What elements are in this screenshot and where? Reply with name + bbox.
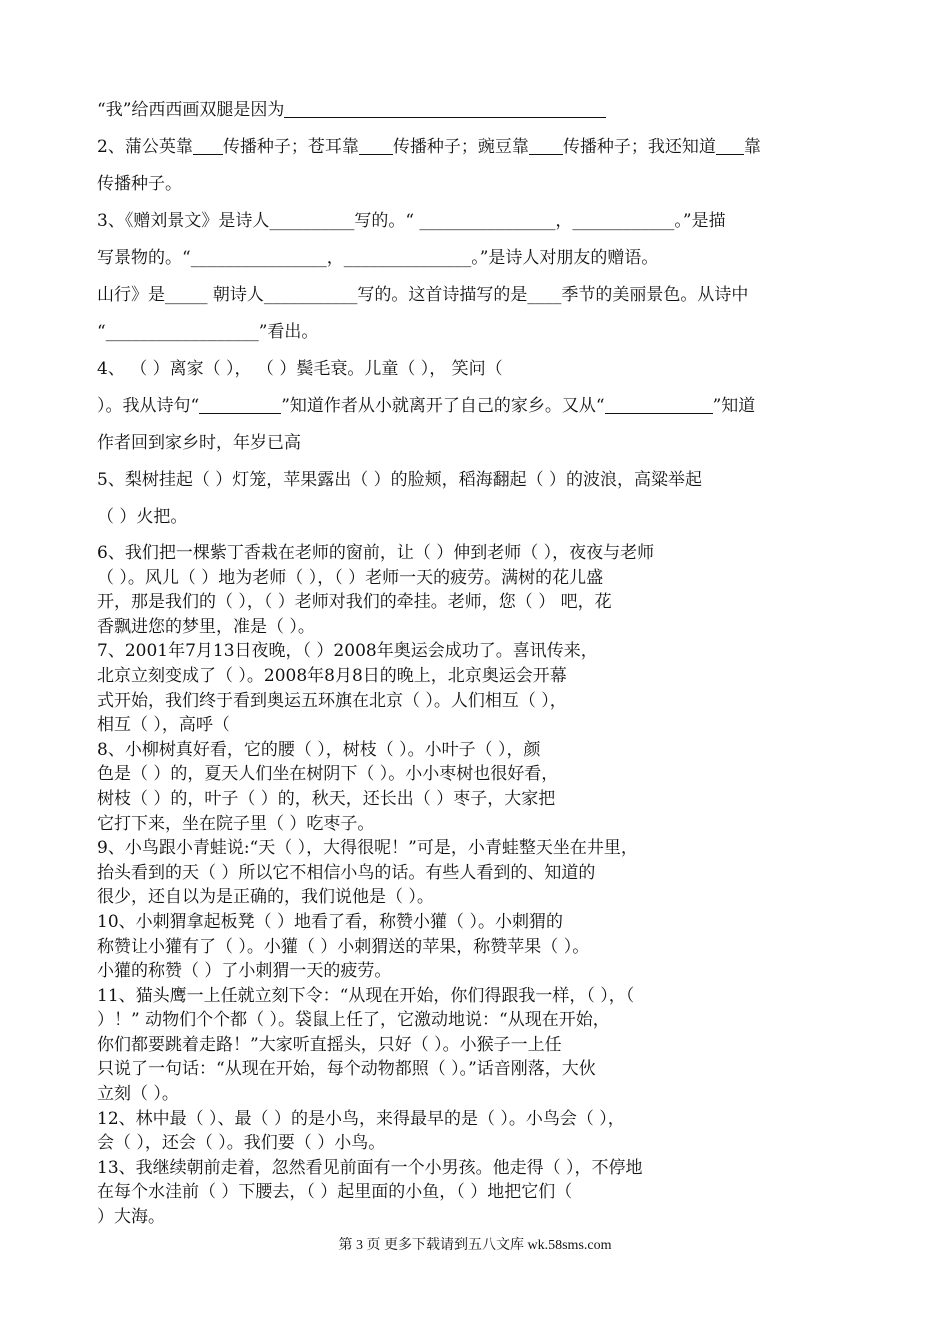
text-line	[97, 314, 857, 351]
q9-text: 抬头看到的天（ ）所以它不相信小鸟的话。有些人看到的、知道的	[97, 862, 596, 883]
q4-text: ”知道	[712, 396, 756, 416]
q4-text: 作者回到家乡时，年岁已高	[97, 433, 301, 453]
text-line	[97, 762, 857, 787]
text-line	[97, 959, 857, 984]
answer-blank[interactable]	[359, 138, 393, 155]
q12-text: 12、林中最（ ）、最（ ）的是小鸟，来得最早的是（ ）。小鸟会（ ），	[97, 1108, 625, 1129]
text-line	[97, 1008, 857, 1033]
q11-text: 11、猫头鹰一上任就立刻下令：“从现在开始，你们得跟我一样，（ ），（	[97, 985, 635, 1006]
q3-text: 写景物的。“________________，_______________。”是诗人对朋友的赠语。	[97, 248, 659, 268]
q2-text: 2、蒲公英靠	[97, 137, 193, 157]
text-line	[97, 885, 857, 910]
text-line	[97, 1033, 857, 1058]
answer-blank[interactable]	[199, 397, 281, 414]
q2-text: 靠	[743, 137, 761, 157]
text-line	[97, 1057, 857, 1082]
text-line	[97, 1082, 857, 1107]
text-line	[97, 1180, 857, 1205]
q8-text: 8、小柳树真好看，它的腰（ ），树枝（ ）。小叶子（ ），颜	[97, 739, 541, 760]
q6-text: 6、我们把一棵紫丁香栽在老师的窗前，让（ ）伸到老师（ ），夜夜与老师	[97, 543, 655, 563]
text-line	[97, 738, 857, 763]
text-line	[97, 812, 857, 837]
q11-text: ）！” 动物们个个都（ ）。袋鼠上任了，它激动地说：“从现在开始，	[97, 1010, 610, 1031]
text-line	[97, 462, 857, 499]
q10-text: 称赞让小獾有了（ ）。小獾（ ）小刺猬送的苹果，称赞苹果（ ）。	[97, 936, 590, 957]
q13-text: 13、我继续朝前走着，忽然看见前面有一个小男孩。他走得（ ），不停地	[97, 1157, 643, 1178]
q4-text: ”知道作者从小就离开了自己的家乡。又从“	[281, 396, 605, 416]
text-line	[97, 689, 857, 714]
q7-text: 相互（ ），高呼（	[97, 715, 230, 736]
section-fill-in-tight	[97, 541, 857, 1230]
q6-text: 开，那是我们的（ ），（ ）老师对我们的牵挂。老师，您（ ） 吧，花	[97, 592, 612, 613]
answer-blank[interactable]	[605, 397, 713, 414]
text-line	[97, 1156, 857, 1181]
page-footer: 第 3 页 更多下载请到五八文库 wk.58sms.com	[338, 1238, 612, 1253]
q9-text: 很少，还自以为是正确的，我们说他是（ ）。	[97, 887, 434, 908]
q11-text: 只说了一句话：“从现在开始，每个动物都照（ ）。”话音刚落，大伙	[97, 1059, 596, 1080]
q13-text: 在每个水洼前（ ）下腰去，（ ）起里面的小鱼，（ ）地把它们（	[97, 1182, 573, 1203]
q4-text: ）。我从诗句“	[97, 396, 200, 416]
q7-text: 式开始，我们终于看到奥运五环旗在北京（ ）。人们相互（ ），	[97, 690, 567, 711]
text-line	[97, 351, 857, 388]
q6-text: （ ）。风儿（ ）地为老师（ ），（ ）老师一天的疲劳。满树的花儿盛	[97, 567, 604, 588]
q10-text: 10、小刺猬拿起板凳（ ）地看了看，称赞小獾（ ）。小刺猬的	[97, 911, 563, 932]
q11-text: 你们都要跳着走路！”大家听直摇头，只好（ ）。小猴子一上任	[97, 1034, 562, 1055]
answer-blank[interactable]	[529, 138, 563, 155]
text-line	[97, 861, 857, 886]
answer-blank[interactable]	[284, 101, 606, 118]
answer-blank[interactable]	[716, 138, 744, 155]
text-line	[97, 713, 857, 738]
text-line	[97, 984, 857, 1009]
text-line	[97, 166, 857, 203]
worksheet-content	[97, 92, 857, 1230]
q7-text: 北京立刻变成了（ ）。2008年8月8日的晚上，北京奥运会开幕	[97, 665, 567, 686]
q3-text: 3、《赠刘景文》是诗人__________写的。“ ________________，____________。”是描	[97, 211, 726, 231]
text-line	[97, 615, 857, 640]
text-line	[97, 1205, 857, 1230]
q2-text: 传播种子；苍耳靠	[222, 137, 359, 157]
q6-text: 香飘进您的梦里，准是（ ）。	[97, 616, 315, 637]
q12-text: 会（ ），还会（ ）。我们要（ ）小鸟。	[97, 1133, 386, 1154]
text-line	[97, 203, 857, 240]
q3b-text: “__________________”看出。	[97, 322, 319, 342]
text-line	[97, 836, 857, 861]
q9-text: 9、小鸟跟小青蛙说:“天（ ），大得很呢！”可是，小青蛙整天坐在井里，	[97, 838, 638, 859]
q4-text: 4、 （ ）离家（ ）， （ ）鬓毛衰。儿童（ ）， 笑问（	[97, 359, 503, 379]
text-line	[97, 1131, 857, 1156]
section-fill-in-loose	[97, 92, 857, 536]
text-line	[97, 590, 857, 615]
q2-text: 传播种子；豌豆靠	[392, 137, 529, 157]
text-line	[97, 277, 857, 314]
q2-text: 传播种子；我还知道	[562, 137, 716, 157]
answer-blank[interactable]	[193, 138, 223, 155]
text-line	[97, 639, 857, 664]
text-line	[97, 1107, 857, 1132]
text-line	[97, 910, 857, 935]
q13-text: ）大海。	[97, 1207, 165, 1228]
q1-tail-text: “我”给西西画双腿是因为	[97, 100, 285, 120]
q7-text: 7、2001年7月13日夜晚，（ ）2008年奥运会成功了。喜讯传来，	[97, 641, 598, 662]
q8-text: 树枝（ ）的，叶子（ ）的，秋天，还长出（ ）枣子，大家把	[97, 788, 556, 809]
q3b-text: 山行》是_____ 朝诗人___________写的。这首诗描写的是____季节的美丽景色。从诗中	[97, 285, 749, 305]
text-line	[97, 935, 857, 960]
q5-text: （ ）火把。	[97, 507, 188, 527]
q8-text: 色是（ ）的，夏天人们坐在树阴下（ ）。小小枣树也很好看，	[97, 764, 559, 785]
q8-text: 它打下来，坐在院子里（ ）吃枣子。	[97, 813, 375, 834]
q5-text: 5、梨树挂起（ ）灯笼，苹果露出（ ）的脸颊，稻海翻起（ ）的波浪，高粱举起	[97, 470, 703, 490]
q2-text: 传播种子。	[97, 174, 182, 194]
text-line	[97, 541, 857, 566]
text-line	[97, 664, 857, 689]
text-line	[97, 787, 857, 812]
text-line	[97, 499, 857, 536]
q10-text: 小獾的称赞（ ）了小刺猬一天的疲劳。	[97, 961, 392, 982]
q11-text: 立刻（ ）。	[97, 1084, 179, 1105]
text-line	[97, 129, 857, 166]
text-line	[97, 240, 857, 277]
text-line	[97, 92, 857, 129]
text-line	[97, 425, 857, 462]
text-line	[97, 388, 857, 425]
text-line	[97, 566, 857, 591]
